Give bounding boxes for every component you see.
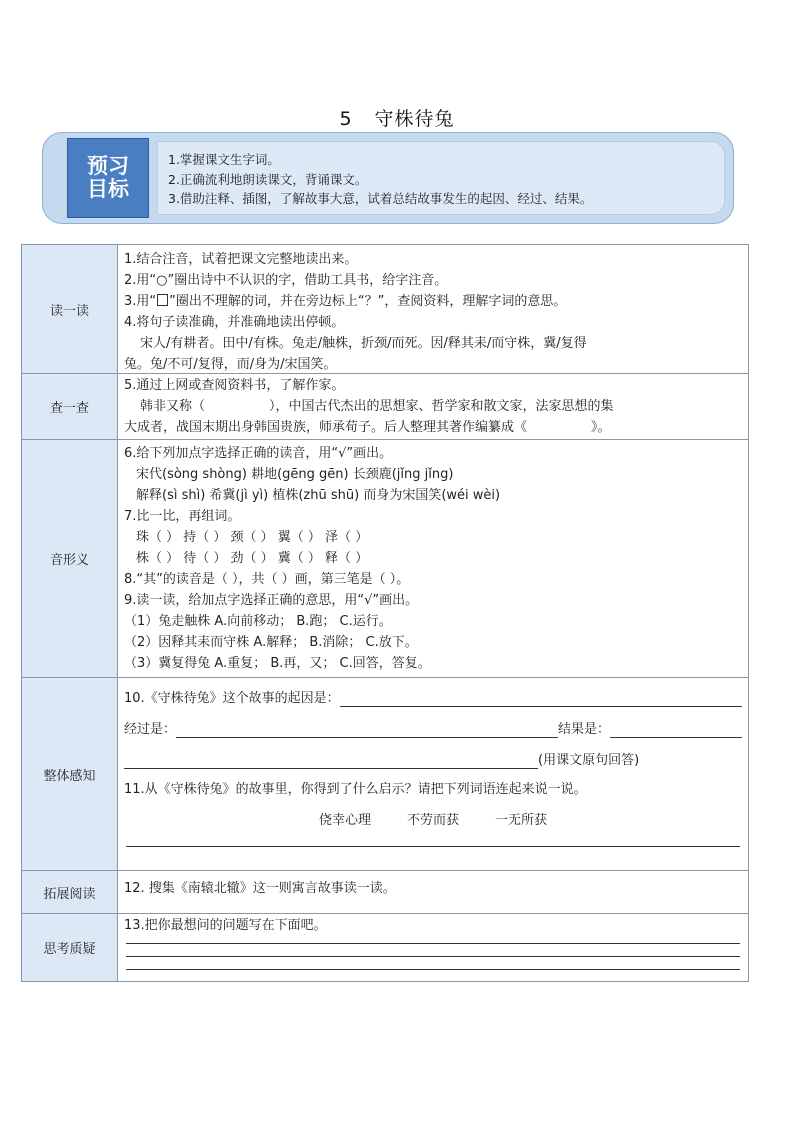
text-part: 结果是：	[558, 722, 611, 737]
answer-line[interactable]	[340, 693, 742, 707]
preview-table	[21, 244, 749, 982]
question-5-line	[124, 417, 742, 438]
meaning-option: （2）因释其耒而守株 A.解释； B.消除； C.放下。	[124, 635, 418, 650]
question-3	[124, 291, 742, 312]
question-13: 13.把你最想问的问题写在下面吧。	[124, 918, 327, 933]
section-check	[22, 373, 748, 439]
goal-item: 2.正确流利地朗读课文，背诵课文。	[168, 171, 368, 187]
answer-line[interactable]	[176, 724, 558, 738]
question-12: 12. 搜集《南辕北辙》这一则寓言故事读一读。	[124, 881, 396, 896]
section-content	[118, 440, 748, 677]
section-label: 音形义	[22, 440, 118, 677]
question-3-part: ”圈出不理解的词，并在旁边标上“？”，查阅资料，理解字词的意思。	[169, 294, 567, 309]
answer-line[interactable]	[124, 755, 538, 769]
text-part: 韩非又称（	[140, 399, 206, 414]
section-label: 思考质疑	[22, 914, 118, 981]
section-label: 整体感知	[22, 678, 118, 870]
text-part: ），中国古代杰出的思想家、哲学家和散文家，法家思想的集	[269, 399, 614, 414]
question-11: 11.从《守株待兔》的故事里，你得到了什么启示？请把下列词语连起来说一说。	[124, 782, 587, 797]
meaning-option: （1）兔走触株 A.向前移动； B.跑； C.运行。	[124, 614, 392, 629]
text-part: 经过是：	[124, 722, 177, 737]
text-part: (用课文原句回答)	[538, 753, 640, 768]
goals-list	[157, 141, 725, 215]
passage-line: 兔。兔/不可/复得，而/身为/宋国笑。	[124, 357, 337, 372]
section-content	[118, 245, 748, 373]
section-label: 拓展阅读	[22, 871, 118, 913]
word-options	[124, 810, 742, 831]
question-10-line	[124, 750, 742, 771]
question-10	[124, 688, 742, 709]
word-option: 一无所获	[495, 813, 548, 828]
text-part: 大成者，战国末期出身韩国贵族，师承荀子。后人整理其著作编纂成《	[124, 420, 528, 435]
section-think	[22, 913, 748, 981]
answer-line[interactable]	[126, 955, 740, 957]
answer-line[interactable]	[126, 942, 740, 944]
passage-line: 宋人/有耕者。田中/有株。兔走/触株，折颈/而死。因/释其耒/而守株，冀/复得	[140, 336, 587, 351]
section-label: 查一查	[22, 374, 118, 439]
section-sound	[22, 439, 748, 677]
word-option: 不劳而获	[406, 813, 459, 828]
goal-item: 1.掌握课文生字词。	[168, 152, 280, 167]
section-overall	[22, 677, 748, 870]
pinyin-line: 解释(sì shì) 希冀(jì yì) 植株(zhū shū) 而身为宋国笑(wéi wèi)	[136, 488, 501, 503]
answer-line[interactable]	[610, 724, 742, 738]
lesson-title-text: 守株待兔	[374, 108, 455, 130]
question-7: 7.比一比，再组词。	[124, 509, 241, 524]
preview-goals-banner	[42, 132, 734, 224]
pinyin-line: 宋代(sòng shòng) 耕地(gēng gēn) 长颈鹿(jǐng jǐng)	[136, 467, 454, 482]
question-3-part: 3.用“	[124, 294, 157, 309]
question-2: 2.用“○”圈出诗中不认识的字，借助工具书，给字注音。	[124, 273, 448, 288]
preview-goals-badge	[67, 138, 149, 218]
question-9: 9.读一读，给加点字选择正确的意思，用“√”画出。	[124, 593, 419, 608]
answer-line[interactable]	[126, 845, 740, 847]
question-4: 4.将句子读准确，并准确地读出停顿。	[124, 315, 345, 330]
section-label: 读一读	[22, 245, 118, 373]
text-part: 》。	[591, 420, 611, 435]
question-1: 1.结合注音，试着把课文完整地读出来。	[124, 252, 358, 267]
section-content	[118, 374, 748, 439]
text-part: 10.《守株待兔》这个故事的起因是：	[124, 691, 340, 706]
lesson-title	[0, 104, 794, 131]
section-extend	[22, 870, 748, 913]
lesson-number: 5	[339, 108, 353, 130]
square-mark-icon	[157, 294, 168, 306]
question-5: 5.通过上网或查阅资料书，了解作家。	[124, 378, 345, 393]
section-content	[118, 871, 748, 913]
meaning-option: （3）冀复得兔 A.重复； B.再，又； C.回答，答复。	[124, 656, 431, 671]
answer-line[interactable]	[126, 968, 740, 970]
section-content	[118, 678, 748, 870]
question-5-line	[124, 396, 742, 417]
word-option: 侥幸心理	[318, 813, 371, 828]
question-8: 8.“其”的读音是（ ），共（ ）画，第三笔是（ ）。	[124, 572, 410, 587]
section-content	[118, 914, 748, 981]
section-read	[22, 245, 748, 373]
compare-line: 株（ ） 待（ ） 劲（ ） 冀（ ） 释（ ）	[136, 551, 369, 566]
question-10-line	[124, 719, 742, 740]
compare-line: 珠（ ） 持（ ） 颈（ ） 翼（ ） 泽（ ）	[136, 530, 369, 545]
badge-line-2: 目标	[87, 177, 129, 201]
badge-line-1: 预习	[87, 154, 129, 178]
goal-item: 3.借助注释、插图，了解故事大意，试着总结故事发生的起因、经过、结果。	[168, 191, 593, 206]
question-6: 6.给下列加点字选择正确的读音，用“√”画出。	[124, 446, 393, 461]
